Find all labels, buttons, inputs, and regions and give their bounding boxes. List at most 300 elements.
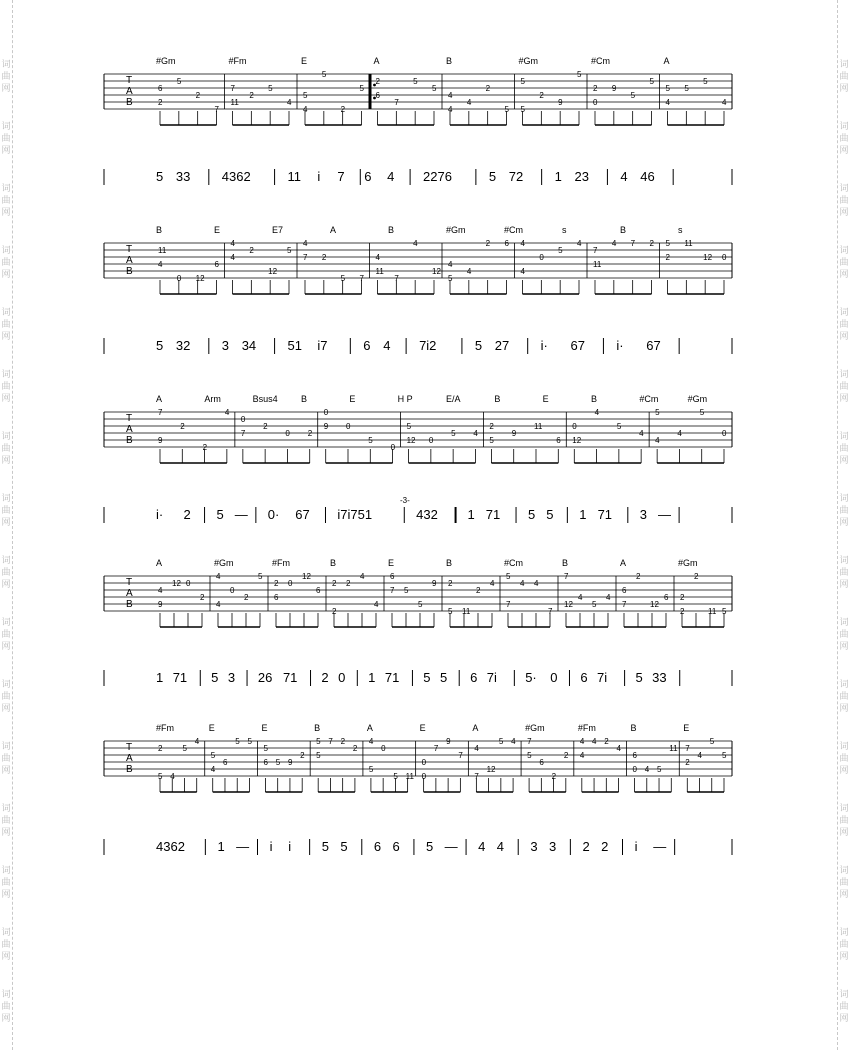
- fret-number: 0: [722, 253, 727, 262]
- watermark-char: 曲: [1, 568, 11, 578]
- fret-number: 5: [268, 84, 273, 93]
- fret-number: 2: [321, 253, 327, 262]
- watermark-char: 网: [839, 704, 849, 714]
- jianpu-note: 6: [373, 839, 382, 854]
- jianpu-note: 71: [172, 670, 188, 685]
- jianpu-note: 67: [646, 338, 661, 353]
- jianpu-note: 72: [508, 169, 524, 184]
- jianpu-note: 432: [416, 507, 438, 522]
- jianpu-note: —: [658, 507, 672, 522]
- fret-number: 5: [432, 84, 437, 93]
- jianpu-note: 4362: [156, 839, 185, 854]
- chord-name: A: [663, 56, 670, 66]
- jianpu-note: 51: [287, 338, 303, 353]
- watermark-char: 网: [1, 146, 11, 156]
- fret-number: 5: [649, 77, 654, 86]
- watermark-char: 词: [839, 928, 849, 938]
- watermark-char: 曲: [839, 196, 849, 206]
- fret-number: 4: [606, 593, 611, 602]
- fret-number: 7: [328, 737, 333, 746]
- jianpu-note: 5·: [525, 670, 537, 685]
- chord-name: A: [330, 225, 337, 235]
- fret-number: 4: [360, 572, 365, 581]
- jianpu-note: 33: [652, 670, 667, 685]
- tab-clef-letter: A: [126, 753, 133, 764]
- fret-number: 5: [489, 436, 494, 445]
- fret-number: 2: [448, 579, 453, 588]
- fret-number: 9: [287, 758, 293, 767]
- fret-number: 5: [699, 408, 705, 417]
- triplet-mark: -3-: [400, 496, 410, 505]
- tab-clef-letter: T: [126, 244, 133, 255]
- jianpu-note: i·: [616, 338, 624, 353]
- watermark-char: 网: [839, 642, 849, 652]
- fret-number: 7: [230, 84, 235, 93]
- fret-number: 12: [406, 436, 416, 445]
- watermark-char: 词: [1, 122, 11, 132]
- chord-name: E: [301, 56, 308, 66]
- jianpu-note: i: [634, 839, 638, 854]
- tab-clef-letter: T: [126, 577, 133, 588]
- fret-number: 5: [722, 751, 727, 760]
- fret-number: 9: [432, 579, 437, 588]
- fret-number: 4: [375, 253, 380, 262]
- watermark-char: 网: [839, 146, 849, 156]
- fret-number: 4: [616, 744, 621, 753]
- fret-number: 7: [359, 274, 364, 283]
- fret-number: 7: [458, 751, 463, 760]
- fret-number: 6: [158, 84, 163, 93]
- fret-number: 2: [685, 758, 690, 767]
- watermark-char: 词: [839, 246, 849, 256]
- fret-number: 12: [572, 436, 582, 445]
- chord-name: Bsus4: [252, 394, 278, 404]
- fret-number: 7: [548, 607, 553, 616]
- jianpu-note: 71: [384, 670, 400, 685]
- fret-number: 5: [616, 422, 622, 431]
- watermark-char: 网: [839, 84, 849, 94]
- fret-number: 5: [368, 765, 374, 774]
- fret-number: 5: [527, 751, 532, 760]
- fret-number: 4: [216, 572, 221, 581]
- watermark-char: 网: [839, 952, 849, 962]
- watermark-char: 曲: [1, 382, 11, 392]
- fret-number: 0: [230, 586, 235, 595]
- fret-number: 5: [393, 772, 398, 781]
- fret-number: 5: [448, 274, 453, 283]
- fret-number: 0: [288, 579, 293, 588]
- chord-name: A: [156, 394, 163, 404]
- fret-number: 12: [195, 274, 205, 283]
- watermark-char: 曲: [1, 1002, 11, 1012]
- fret-number: 2: [476, 586, 481, 595]
- fret-number: 7: [394, 98, 399, 107]
- chord-name: A: [373, 56, 380, 66]
- fret-number: 5: [577, 70, 582, 79]
- fret-number: 4: [448, 260, 453, 269]
- fret-number: 5: [722, 607, 727, 616]
- fret-number: 5: [665, 239, 670, 248]
- watermark-char: 曲: [1, 196, 11, 206]
- watermark-char: 词: [839, 680, 849, 690]
- watermark-char: 曲: [839, 754, 849, 764]
- fret-number: 4: [303, 239, 308, 248]
- jianpu-note: 6: [580, 670, 588, 685]
- fret-number: 0: [632, 765, 637, 774]
- chord-name: B: [446, 558, 453, 568]
- jianpu-note: 6: [470, 670, 478, 685]
- fret-number: 5: [655, 408, 660, 417]
- jianpu-note: 6: [364, 169, 372, 184]
- jianpu-note: 2: [183, 507, 191, 522]
- jianpu-note: 4: [387, 169, 395, 184]
- fret-number: 12: [268, 267, 278, 276]
- jianpu-note: 5: [216, 507, 224, 522]
- fret-number: 7: [622, 600, 627, 609]
- watermark-char: 曲: [839, 692, 849, 702]
- fret-number: 7: [474, 772, 479, 781]
- chord-name: E/A: [446, 394, 461, 404]
- tab-clef-letter: A: [126, 86, 133, 97]
- fret-number: 5: [630, 91, 636, 100]
- jianpu-note: 0: [550, 670, 558, 685]
- fret-number: 9: [511, 429, 517, 438]
- fret-number: 4: [303, 105, 308, 114]
- fret-number: 5: [413, 77, 418, 86]
- watermark-char: 网: [1, 1014, 11, 1024]
- fret-number: 5: [498, 737, 504, 746]
- fret-number: 4: [466, 267, 472, 276]
- tab-clef-letter: A: [126, 255, 133, 266]
- fret-number: 4: [474, 744, 479, 753]
- fret-number: 4: [158, 260, 163, 269]
- jianpu-note: 33: [175, 169, 191, 184]
- watermark-char: 曲: [839, 134, 849, 144]
- fret-number: 2: [346, 579, 351, 588]
- fret-number: 4: [579, 751, 585, 760]
- fret-number: 7: [527, 737, 532, 746]
- jianpu-note: 4: [496, 839, 505, 854]
- fret-number: 2: [340, 737, 346, 746]
- fret-number: 7: [214, 105, 219, 114]
- watermark-char: 网: [839, 890, 849, 900]
- fret-number: 5: [448, 607, 453, 616]
- chord-name: #Fm: [156, 723, 174, 733]
- jianpu-note: 1: [217, 839, 225, 854]
- chord-name: E7: [272, 225, 284, 235]
- fret-number: 4: [520, 579, 525, 588]
- fret-number: 5: [359, 84, 364, 93]
- watermark-char: 网: [1, 766, 11, 776]
- jianpu-note: i7i751: [337, 507, 373, 522]
- watermark-char: 网: [1, 890, 11, 900]
- watermark-char: 曲: [839, 444, 849, 454]
- jianpu-note: 7i: [486, 670, 497, 685]
- jianpu-note: i: [288, 839, 292, 854]
- fret-number: 5: [275, 758, 281, 767]
- watermark-char: 网: [1, 270, 11, 280]
- jianpu-note: 46: [640, 169, 655, 184]
- fret-number: 6: [274, 593, 279, 602]
- chord-name: #Fm: [577, 723, 596, 733]
- fret-number: 4: [287, 98, 292, 107]
- fret-number: 0: [428, 436, 434, 445]
- fret-number: 5: [406, 422, 412, 431]
- watermark-char: 网: [839, 332, 849, 342]
- fret-number: 7: [593, 246, 598, 255]
- watermark-char: 曲: [839, 506, 849, 516]
- jianpu-note: 5: [156, 338, 164, 353]
- chord-name: E: [208, 723, 215, 733]
- fret-number: 9: [323, 422, 329, 431]
- watermark-char: 词: [1, 804, 11, 814]
- fret-number: 11: [405, 772, 414, 781]
- chord-name: A: [156, 558, 163, 568]
- chord-name: B: [301, 394, 308, 404]
- chord-name: #Cm: [639, 394, 659, 404]
- fret-number: 4: [368, 737, 374, 746]
- chord-name: B: [330, 558, 337, 568]
- chord-name: B: [620, 225, 627, 235]
- fret-number: 4: [210, 765, 216, 774]
- fret-number: 4: [230, 253, 235, 262]
- fret-number: 2: [180, 422, 185, 431]
- fret-number: 4: [611, 239, 617, 248]
- fret-number: 11: [158, 246, 167, 255]
- fret-number: 2: [158, 744, 163, 753]
- jianpu-note: 1: [554, 169, 562, 184]
- fret-number: 9: [446, 737, 451, 746]
- fret-number: 6: [222, 758, 228, 767]
- watermark-char: 词: [1, 308, 11, 318]
- watermark-char: 词: [839, 308, 849, 318]
- watermark-char: 网: [839, 580, 849, 590]
- jianpu-note: —: [234, 507, 248, 522]
- fret-number: 4: [230, 239, 235, 248]
- watermark-char: 词: [839, 494, 849, 504]
- fret-number: 4: [534, 579, 539, 588]
- watermark-char: 网: [1, 642, 11, 652]
- fret-number: 0: [593, 98, 598, 107]
- watermark-char: 词: [839, 60, 849, 70]
- jianpu-note: 4362: [221, 169, 251, 184]
- fret-number: 2: [680, 593, 685, 602]
- fret-number: 2: [665, 253, 670, 262]
- fret-number: 5: [404, 586, 409, 595]
- chord-name: B: [591, 394, 598, 404]
- fret-number: 7: [564, 572, 569, 581]
- fret-number: 7: [303, 253, 308, 262]
- watermark-char: 网: [1, 952, 11, 962]
- chord-name: #Gm: [446, 225, 466, 235]
- fret-number: 5: [592, 600, 597, 609]
- jianpu-note: 6: [363, 338, 371, 353]
- fret-number: 0: [381, 744, 386, 753]
- watermark-char: 网: [839, 394, 849, 404]
- tab-clef-letter: T: [126, 742, 133, 753]
- fret-number: 11: [593, 260, 602, 269]
- jianpu-note: 5: [527, 507, 536, 522]
- jianpu-note: 71: [597, 507, 613, 522]
- watermark-char: 曲: [839, 878, 849, 888]
- fret-number: 5: [235, 737, 240, 746]
- jianpu-note: 5: [440, 670, 448, 685]
- watermark-char: 词: [839, 990, 849, 1000]
- jianpu-note: 67: [295, 507, 310, 522]
- fret-number: 5: [703, 77, 708, 86]
- fret-number: 12: [650, 600, 659, 609]
- fret-number: 4: [448, 105, 453, 114]
- jianpu-note: 1: [368, 670, 376, 685]
- jianpu-note: 26: [257, 670, 273, 685]
- fret-number: 2: [195, 91, 201, 100]
- fret-number: 5: [303, 91, 308, 100]
- chord-name: s: [562, 225, 567, 235]
- fret-number: 4: [520, 239, 525, 248]
- fret-number: 5: [558, 246, 563, 255]
- watermark-char: 曲: [839, 568, 849, 578]
- jianpu-note: 5: [488, 169, 497, 184]
- jianpu-note: 5: [156, 169, 164, 184]
- watermark-char: 网: [1, 828, 11, 838]
- watermark-char: 词: [1, 618, 11, 628]
- chord-name: #Fm: [272, 558, 290, 568]
- fret-number: 4: [677, 429, 682, 438]
- fret-number: 2: [263, 422, 268, 431]
- jianpu-note: 6: [392, 839, 400, 854]
- fret-number: 11: [684, 239, 693, 248]
- jianpu-note: i7: [317, 338, 328, 353]
- tab-clef-letter: B: [126, 764, 133, 775]
- fret-number: 0: [421, 758, 427, 767]
- chord-name: B: [388, 225, 395, 235]
- chord-name: E: [419, 723, 426, 733]
- watermark-char: 网: [1, 84, 11, 94]
- watermark-char: 词: [839, 618, 849, 628]
- watermark-char: 词: [1, 866, 11, 876]
- tab-clef-letter: A: [126, 588, 133, 599]
- fret-number: 7: [394, 274, 399, 283]
- fret-number: 2: [332, 579, 337, 588]
- fret-number: 2: [274, 579, 279, 588]
- jianpu-note: 5: [340, 839, 348, 854]
- jianpu-note: 11: [287, 169, 302, 184]
- jianpu-note: 2: [582, 839, 590, 854]
- watermark-char: 网: [1, 456, 11, 466]
- fret-number: 5: [657, 765, 662, 774]
- tab-clef-letter: B: [126, 435, 133, 446]
- chord-name: #Gm: [214, 558, 234, 568]
- jianpu-note: 4: [620, 169, 628, 184]
- fret-number: 12: [302, 572, 311, 581]
- fret-number: 2: [332, 607, 337, 616]
- fret-number: 0: [539, 253, 544, 262]
- fret-number: 2: [200, 593, 205, 602]
- chord-name: B: [494, 394, 501, 404]
- chord-name: E: [214, 225, 221, 235]
- fret-number: 5: [506, 572, 511, 581]
- watermark-char: 曲: [1, 630, 11, 640]
- watermark-char: 词: [1, 432, 11, 442]
- jianpu-note: 27: [494, 338, 510, 353]
- watermark-char: 词: [839, 742, 849, 752]
- fret-number: 4: [473, 429, 478, 438]
- watermark-char: 曲: [839, 72, 849, 82]
- fret-number: 0: [722, 429, 727, 438]
- watermark-char: 曲: [1, 940, 11, 950]
- fret-number: 5: [451, 429, 456, 438]
- fret-number: 0: [240, 415, 246, 424]
- fret-number: 2: [551, 772, 557, 781]
- jianpu-note: 7i2: [419, 338, 437, 353]
- fret-number: 9: [158, 436, 163, 445]
- watermark-char: 曲: [1, 134, 11, 144]
- chord-name: A: [472, 723, 479, 733]
- tab-clef-letter: T: [126, 413, 133, 424]
- fret-number: 4: [639, 429, 644, 438]
- watermark-char: 词: [1, 184, 11, 194]
- chord-name: E: [388, 558, 395, 568]
- jianpu-note: 5: [211, 670, 219, 685]
- fret-number: 5: [321, 70, 327, 79]
- fret-number: 6: [316, 586, 321, 595]
- tab-clef-letter: T: [126, 75, 133, 86]
- chord-name: B: [630, 723, 637, 733]
- fret-number: 9: [158, 600, 163, 609]
- fret-number: 5: [316, 737, 321, 746]
- watermark-char: 网: [1, 394, 11, 404]
- fret-number: 7: [685, 744, 690, 753]
- watermark-char: 曲: [1, 506, 11, 516]
- jianpu-note: 5: [546, 507, 554, 522]
- fret-number: 2: [375, 77, 380, 86]
- fret-number: 7: [630, 239, 636, 248]
- jianpu-note: 5: [474, 338, 483, 353]
- fret-number: 2: [593, 84, 598, 93]
- fret-number: 2: [307, 429, 313, 438]
- jianpu-note: 5: [426, 839, 434, 854]
- watermark-char: 词: [1, 370, 11, 380]
- fret-number: 11: [669, 744, 678, 753]
- watermark-char: 网: [839, 208, 849, 218]
- jianpu-note: —: [444, 839, 458, 854]
- jianpu-note: 4: [383, 338, 391, 353]
- fret-number: 5: [316, 751, 321, 760]
- chord-name: H P: [397, 394, 413, 404]
- jianpu-note: i·: [540, 338, 548, 353]
- jianpu-note: 34: [241, 338, 257, 353]
- watermark-char: 词: [1, 246, 11, 256]
- fret-number: 12: [172, 579, 181, 588]
- fret-number: 5: [665, 84, 670, 93]
- jianpu-note: 5: [423, 670, 431, 685]
- jianpu-note: 5: [321, 839, 329, 854]
- fret-number: 4: [665, 98, 670, 107]
- chord-name: #Gm: [687, 394, 708, 404]
- watermark-char: 词: [839, 866, 849, 876]
- fret-number: 2: [485, 239, 491, 248]
- chord-name: #Cm: [504, 225, 524, 235]
- jianpu-note: i: [269, 839, 273, 854]
- watermark-char: 词: [839, 804, 849, 814]
- fret-number: 0: [346, 422, 351, 431]
- fret-number: 4: [520, 267, 525, 276]
- fret-number: 4: [448, 91, 453, 100]
- fret-number: 5: [340, 274, 346, 283]
- fret-number: 5: [210, 751, 216, 760]
- watermark-char: 网: [1, 704, 11, 714]
- fret-number: 4: [158, 586, 163, 595]
